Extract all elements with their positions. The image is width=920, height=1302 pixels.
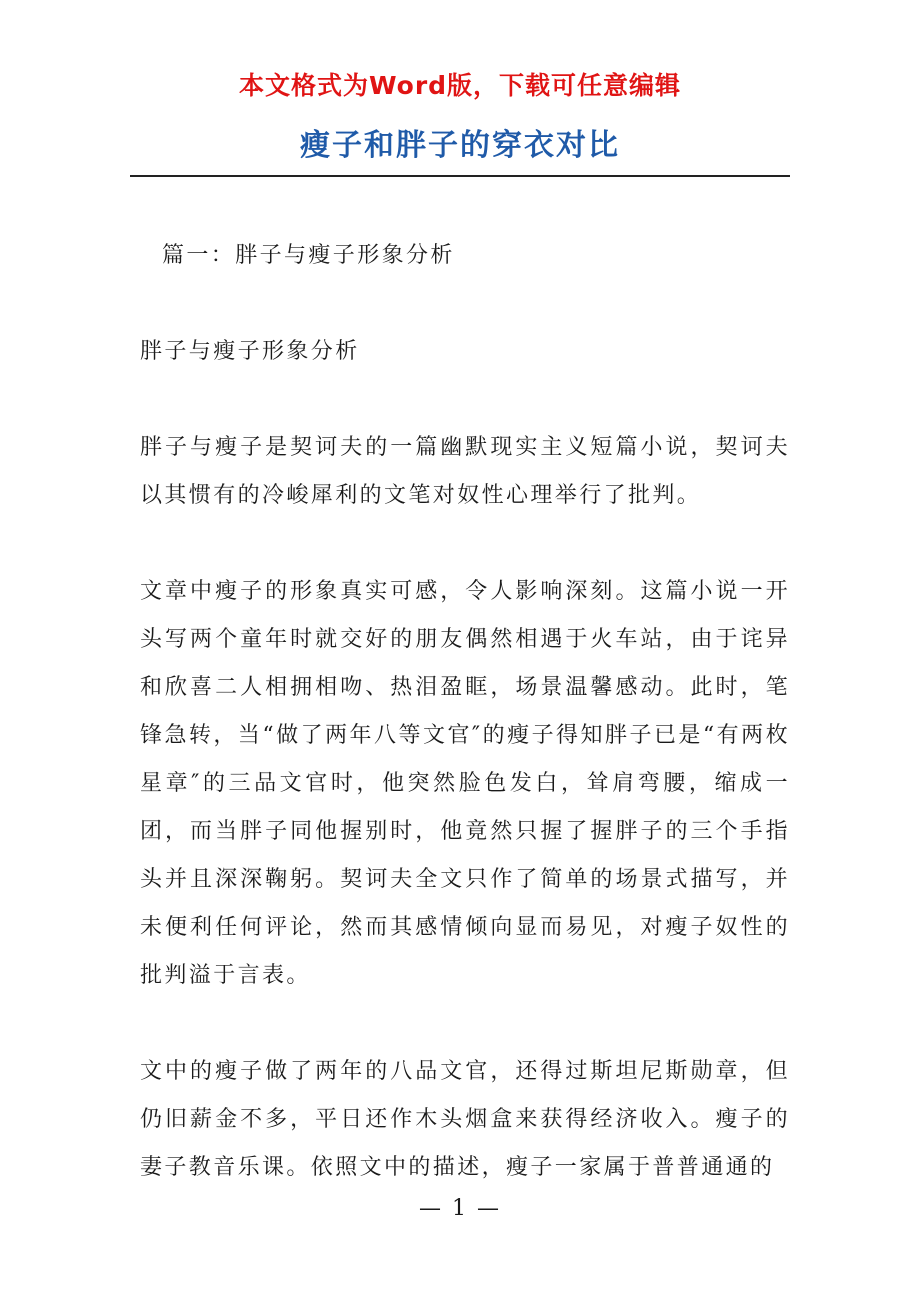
format-notice: 本文格式为Word版，下载可任意编辑	[238, 71, 682, 100]
paragraph: 文章中瘦子的形象真实可感，令人影响深刻。这篇小说一开头写两个童年时就交好的朋友偶然相遇于火车站，由于诧异和欣喜二人相拥相吻、热泪盈眶，场景温馨感动。此时，笔锋急转，当“做了两年八等文官″的瘦子得知胖子已是“有两枚星章″的三品文官时，他突然脸色发白，耸肩弯腰，缩成一团，而当胖子同他握别时，他竟然只握了握胖子的三个手指头并且深深鞠躬。契诃夫全文只作了简单的场景式描写，并未便利任何评论，然而其感情倾向显而易见，对瘦子奴性的批判溢于言表。	[140, 579, 790, 988]
title-divider	[130, 175, 790, 177]
subheading: 胖子与瘦子形象分析	[140, 339, 360, 364]
document-title: 瘦子和胖子的穿衣对比	[300, 128, 620, 163]
paragraph: 胖子与瘦子是契诃夫的一篇幽默现实主义短篇小说，契诃夫以其惯有的冷峻犀利的文笔对奴性心理举行了批判。	[140, 435, 790, 508]
paragraph: 文中的瘦子做了两年的八品文官，还得过斯坦尼斯勋章，但仍旧薪金不多，平日还作木头烟盒来获得经济收入。瘦子的妻子教音乐课。依照文中的描述，瘦子一家属于普普通通的	[140, 1059, 790, 1180]
section-heading: 篇一：胖子与瘦子形象分析	[162, 243, 455, 268]
page-number: — 1 —	[419, 1196, 501, 1221]
document-body	[140, 232, 790, 1240]
